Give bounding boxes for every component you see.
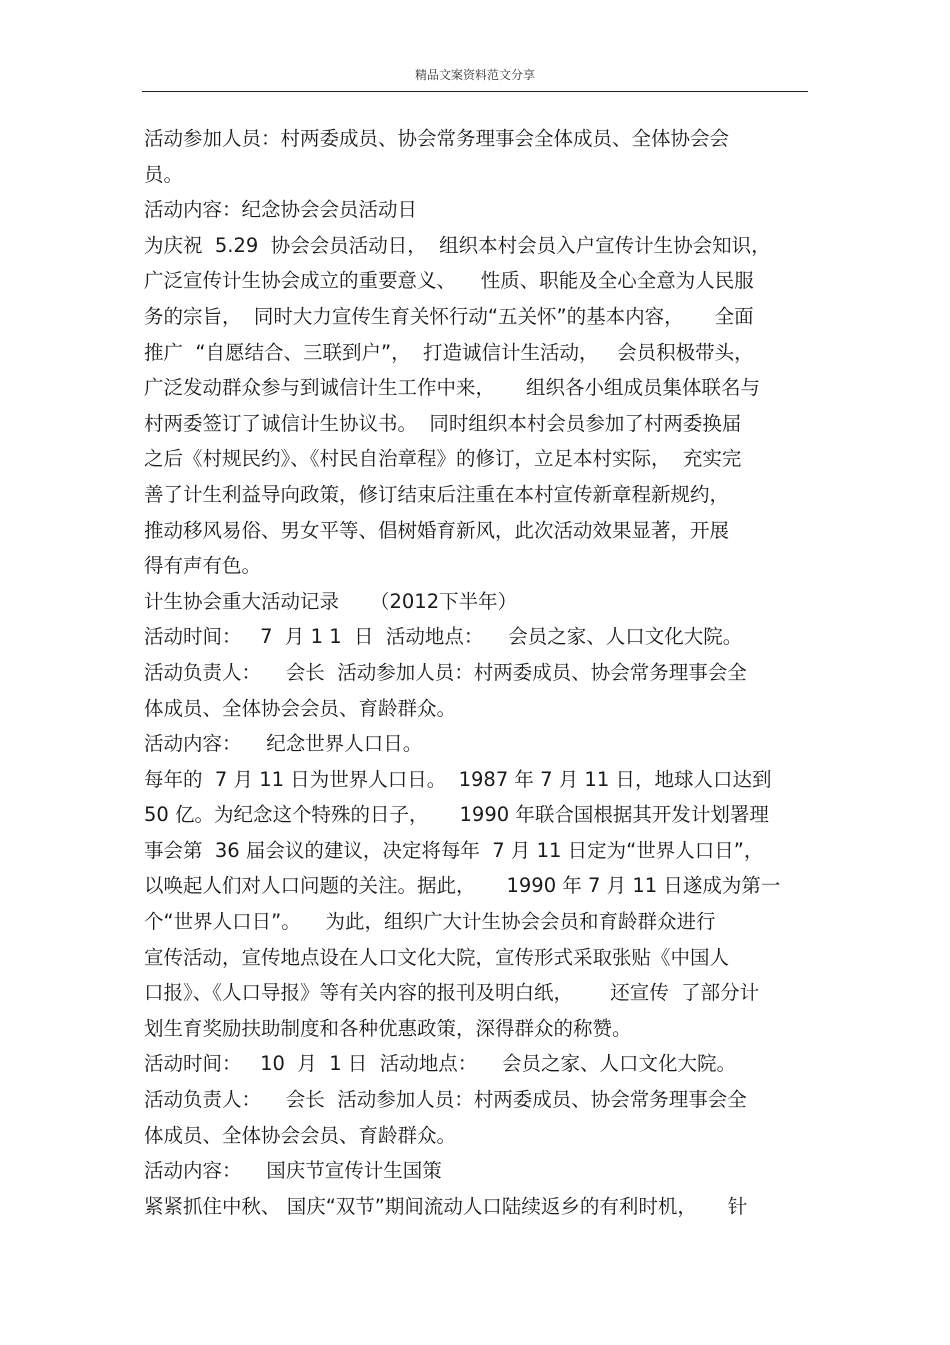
section-heading: 计生协会重大活动记录 （2012下半年）: [144, 589, 518, 613]
text-line: 活动内容： 纪念世界人口日。: [144, 732, 423, 756]
text-line: 体成员、全体协会会员、育龄群众。: [144, 1123, 457, 1147]
header-divider: [142, 91, 808, 92]
page-header: 精品文案资料范文分享: [414, 68, 535, 82]
text-line: 宣传活动，宣传地点设在人口文化大院，宣传形式采取张贴《中国人: [144, 945, 730, 969]
text-line: 每年的 7 月 11 日为世界人口日。 1987 年 7 月 11 日，地球人口达到: [144, 767, 772, 791]
text-line: 个“世界人口日”。 为此，组织广大计生协会会员和育龄群众进行: [144, 910, 716, 934]
text-line: 活动参加人员：村两委成员、协会常务理事会全体成员、全体协会会: [144, 127, 730, 150]
text-line: 广泛宣传计生协会成立的重要意义、 性质、职能及全心全意为人民服: [144, 269, 754, 293]
text-line: 务的宗旨， 同时大力宣传生育关怀行动“五关怀”的基本内容， 全面: [144, 304, 754, 328]
text-line: 活动时间： 7 月 1 1 日 活动地点： 会员之家、人口文化大院。: [144, 625, 743, 649]
text-line: 划生育奖励扶助制度和各种优惠政策，深得群众的称赞。: [144, 1016, 632, 1040]
text-line: 推广 “自愿结合、三联到户”， 打造诚信计生活动， 会员积极带头，: [144, 340, 754, 364]
text-line: 活动负责人： 会长 活动参加人员：村两委成员、协会常务理事会全: [144, 660, 747, 684]
text-line: 口报》、《人口导报》等有关内容的报刊及明白纸， 还宣传 了部分计: [144, 981, 760, 1005]
text-line: 体成员、全体协会会员、育龄群众。: [144, 696, 457, 720]
text-line: 员。: [144, 162, 184, 186]
text-line: 广泛发动群众参与到诚信计生工作中来， 组织各小组成员集体联名与: [144, 376, 760, 400]
text-line: 善了计生利益导向政策，修订结束后注重在本村宣传新章程新规约，: [144, 482, 730, 506]
text-line: 活动负责人： 会长 活动参加人员：村两委成员、协会常务理事会全: [144, 1088, 747, 1112]
text-line: 推动移风易俗、男女平等、倡树婚育新风，此次活动效果显著，开展: [144, 518, 730, 542]
text-line: 50 亿。为纪念这个特殊的日子， 1990 年联合国根据其开发计划署理: [144, 803, 769, 827]
text-line: 事会第 36 届会议的建议，决定将每年 7 月 11 日定为“世界人口日”，: [144, 838, 764, 862]
text-line: 得有声有色。: [144, 554, 262, 578]
text-line: 村两委签订了诚信计生协议书。 同时组织本村会员参加了村两委换届: [144, 411, 742, 435]
text-line: 为庆祝 5.29 协会会员活动日， 组织本村会员入户宣传计生协会知识，: [144, 233, 771, 257]
section-heading: 活动内容：纪念协会会员活动日: [144, 198, 418, 222]
text-line: 以唤起人们对人口问题的关注。据此， 1990 年 7 月 11 日遂成为第一: [144, 874, 781, 898]
text-line: 活动时间： 10 月 1 日 活动地点： 会员之家、人口文化大院。: [144, 1052, 736, 1076]
text-line: 紧紧抓住中秋、 国庆“双节”期间流动人口陆续返乡的有利时机， 针: [144, 1194, 748, 1218]
text-line: 之后《村规民约》、《村民自治章程》的修订，立足本村实际， 充实完: [144, 447, 742, 471]
text-line: 活动内容： 国庆节宣传计生国策: [144, 1159, 442, 1183]
document-body: [144, 121, 814, 1224]
